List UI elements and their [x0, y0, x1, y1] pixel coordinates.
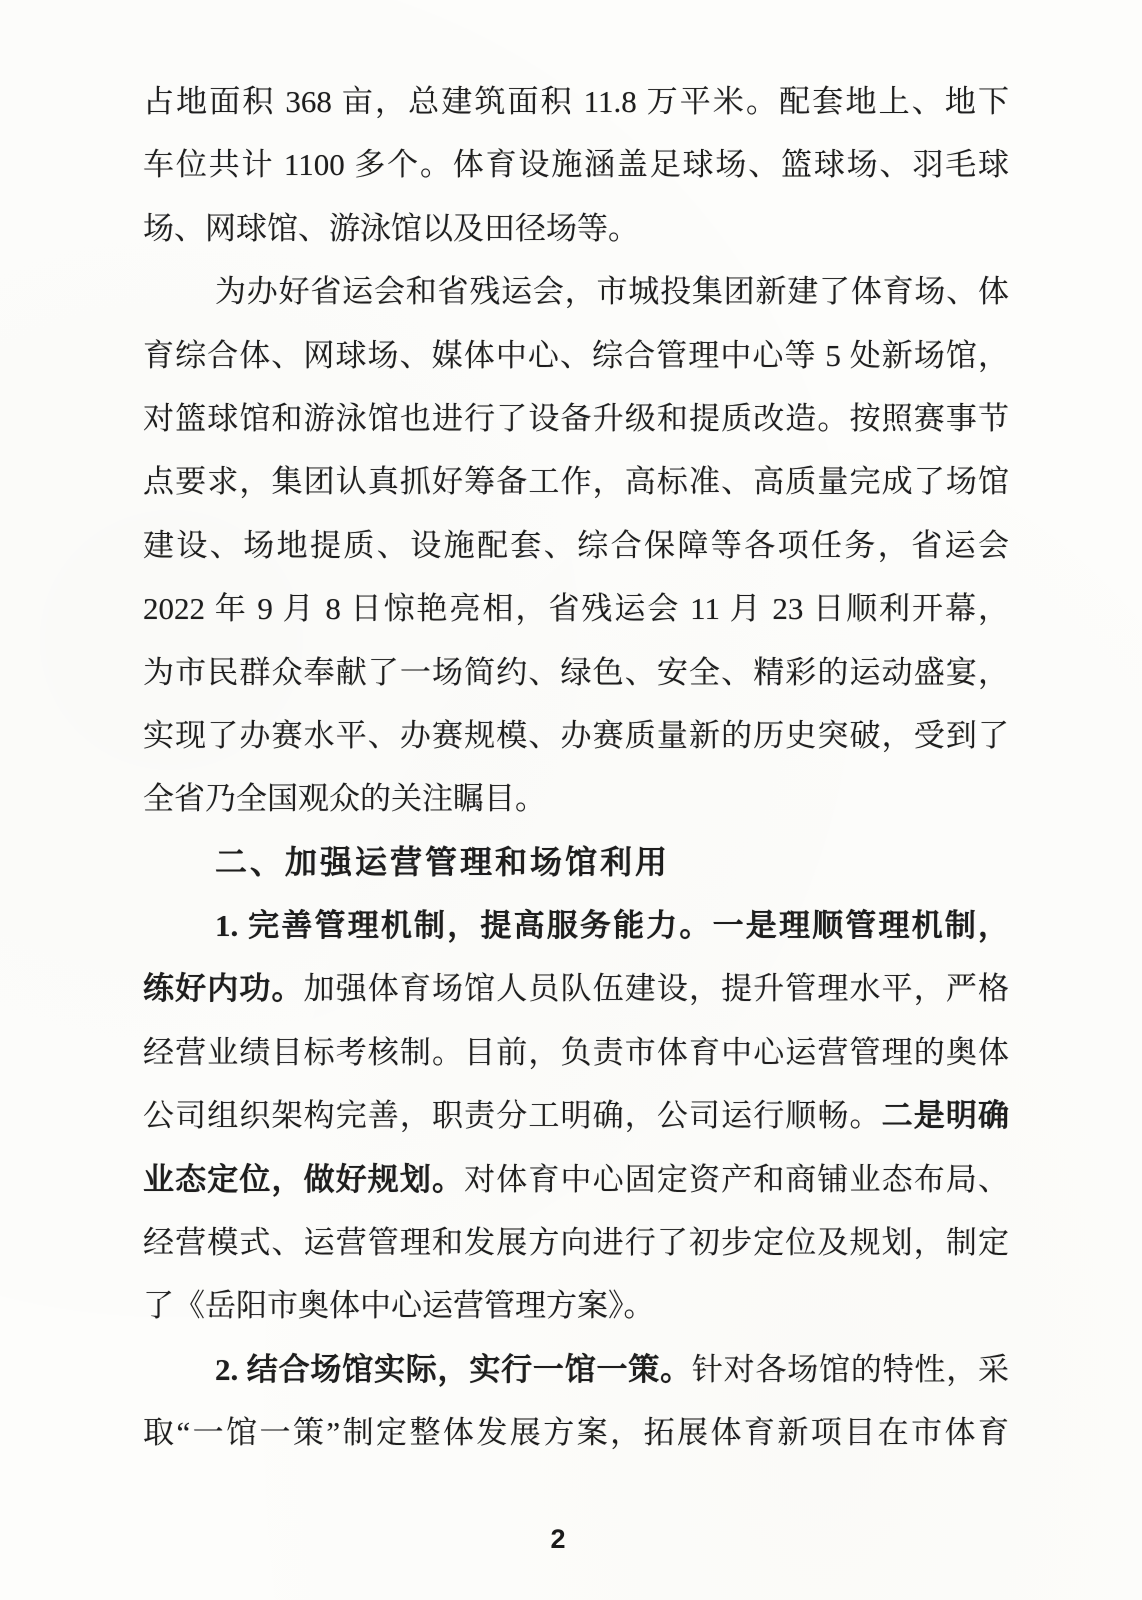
text-run: 业态定位，做好规划。 — [143, 1161, 465, 1197]
text-line — [143, 1401, 1009, 1464]
text-line — [143, 577, 1009, 640]
text-line — [143, 1148, 1009, 1211]
text-line — [143, 1211, 1009, 1274]
text-run: 1. 完善管理机制，提高服务能力。一是理顺管理机制， — [215, 908, 1009, 944]
document-body — [143, 70, 1009, 1465]
text-run: 点要求，集团认真抓好筹备工作，高标准、高质量完成了场馆 — [143, 464, 1009, 500]
text-run: 实现了办赛水平、办赛规模、办赛质量新的历史突破，受到了 — [143, 717, 1009, 753]
text-line — [143, 1021, 1009, 1084]
text-run: 经营模式、运营管理和发展方向进行了初步定位及规划，制定 — [143, 1225, 1009, 1261]
page-number: 2 — [550, 1524, 566, 1554]
text-run: 2. 结合场馆实际，实行一馆一策。 — [215, 1351, 692, 1387]
text-run: 育综合体、网球场、媒体中心、综合管理中心等 5 处新场馆， — [143, 337, 1009, 373]
text-run: 车位共计 1100 多个。体育设施涵盖足球场、篮球场、羽毛球 — [143, 147, 1009, 183]
text-line — [143, 1274, 1009, 1337]
text-run: 针对各场馆的特性，采 — [691, 1351, 1009, 1387]
text-line — [143, 641, 1009, 704]
text-line — [143, 957, 1009, 1020]
text-line — [143, 260, 1009, 323]
text-run: 对体育中心固定资产和商铺业态布局、 — [464, 1161, 1010, 1197]
text-run: 二是明确 — [881, 1098, 1010, 1134]
text-run: 对篮球馆和游泳馆也进行了设备升级和提质改造。按照赛事节 — [143, 400, 1009, 436]
text-line — [143, 514, 1009, 577]
text-line — [143, 197, 1009, 260]
text-run: 取“一馆一策”制定整体发展方案，拓展体育新项目在市体育 — [143, 1415, 1009, 1451]
text-line — [143, 704, 1009, 767]
text-run: 全省乃全国观众的关注瞩目。 — [143, 781, 546, 817]
text-run: 了《岳阳市奥体中心运营管理方案》。 — [143, 1288, 655, 1324]
text-line — [143, 767, 1009, 830]
section-heading — [143, 831, 1009, 894]
text-run: 场、网球馆、游泳馆以及田径场等。 — [143, 210, 639, 246]
text-line — [143, 450, 1009, 513]
text-line — [143, 324, 1009, 387]
text-run: 2022 年 9 月 8 日惊艳亮相，省残运会 11 月 23 日顺利开幕， — [143, 591, 1009, 627]
text-run: 经营业绩目标考核制。目前，负责市体育中心运营管理的奥体 — [143, 1034, 1009, 1070]
text-line — [143, 387, 1009, 450]
text-line — [143, 70, 1009, 133]
text-run: 为市民群众奉献了一场简约、绿色、安全、精彩的运动盛宴， — [143, 654, 1009, 690]
text-run: 加强体育场馆人员队伍建设，提升管理水平，严格 — [303, 971, 1009, 1007]
text-run: 练好内功。 — [143, 971, 304, 1007]
text-run: 建设、场地提质、设施配套、综合保障等各项任务，省运会 — [143, 527, 1009, 563]
text-run: 二、加强运营管理和场馆利用 — [215, 843, 671, 880]
text-line — [143, 894, 1009, 957]
text-line — [143, 133, 1009, 196]
text-run: 占地面积 368 亩，总建筑面积 11.8 万平米。配套地上、地下 — [143, 84, 1009, 119]
text-line — [143, 1338, 1009, 1401]
text-run: 为办好省运会和省残运会，市城投集团新建了体育场、体 — [215, 274, 1009, 310]
text-line — [143, 1084, 1009, 1147]
text-run: 公司组织架构完善，职责分工明确，公司运行顺畅。 — [143, 1098, 882, 1134]
